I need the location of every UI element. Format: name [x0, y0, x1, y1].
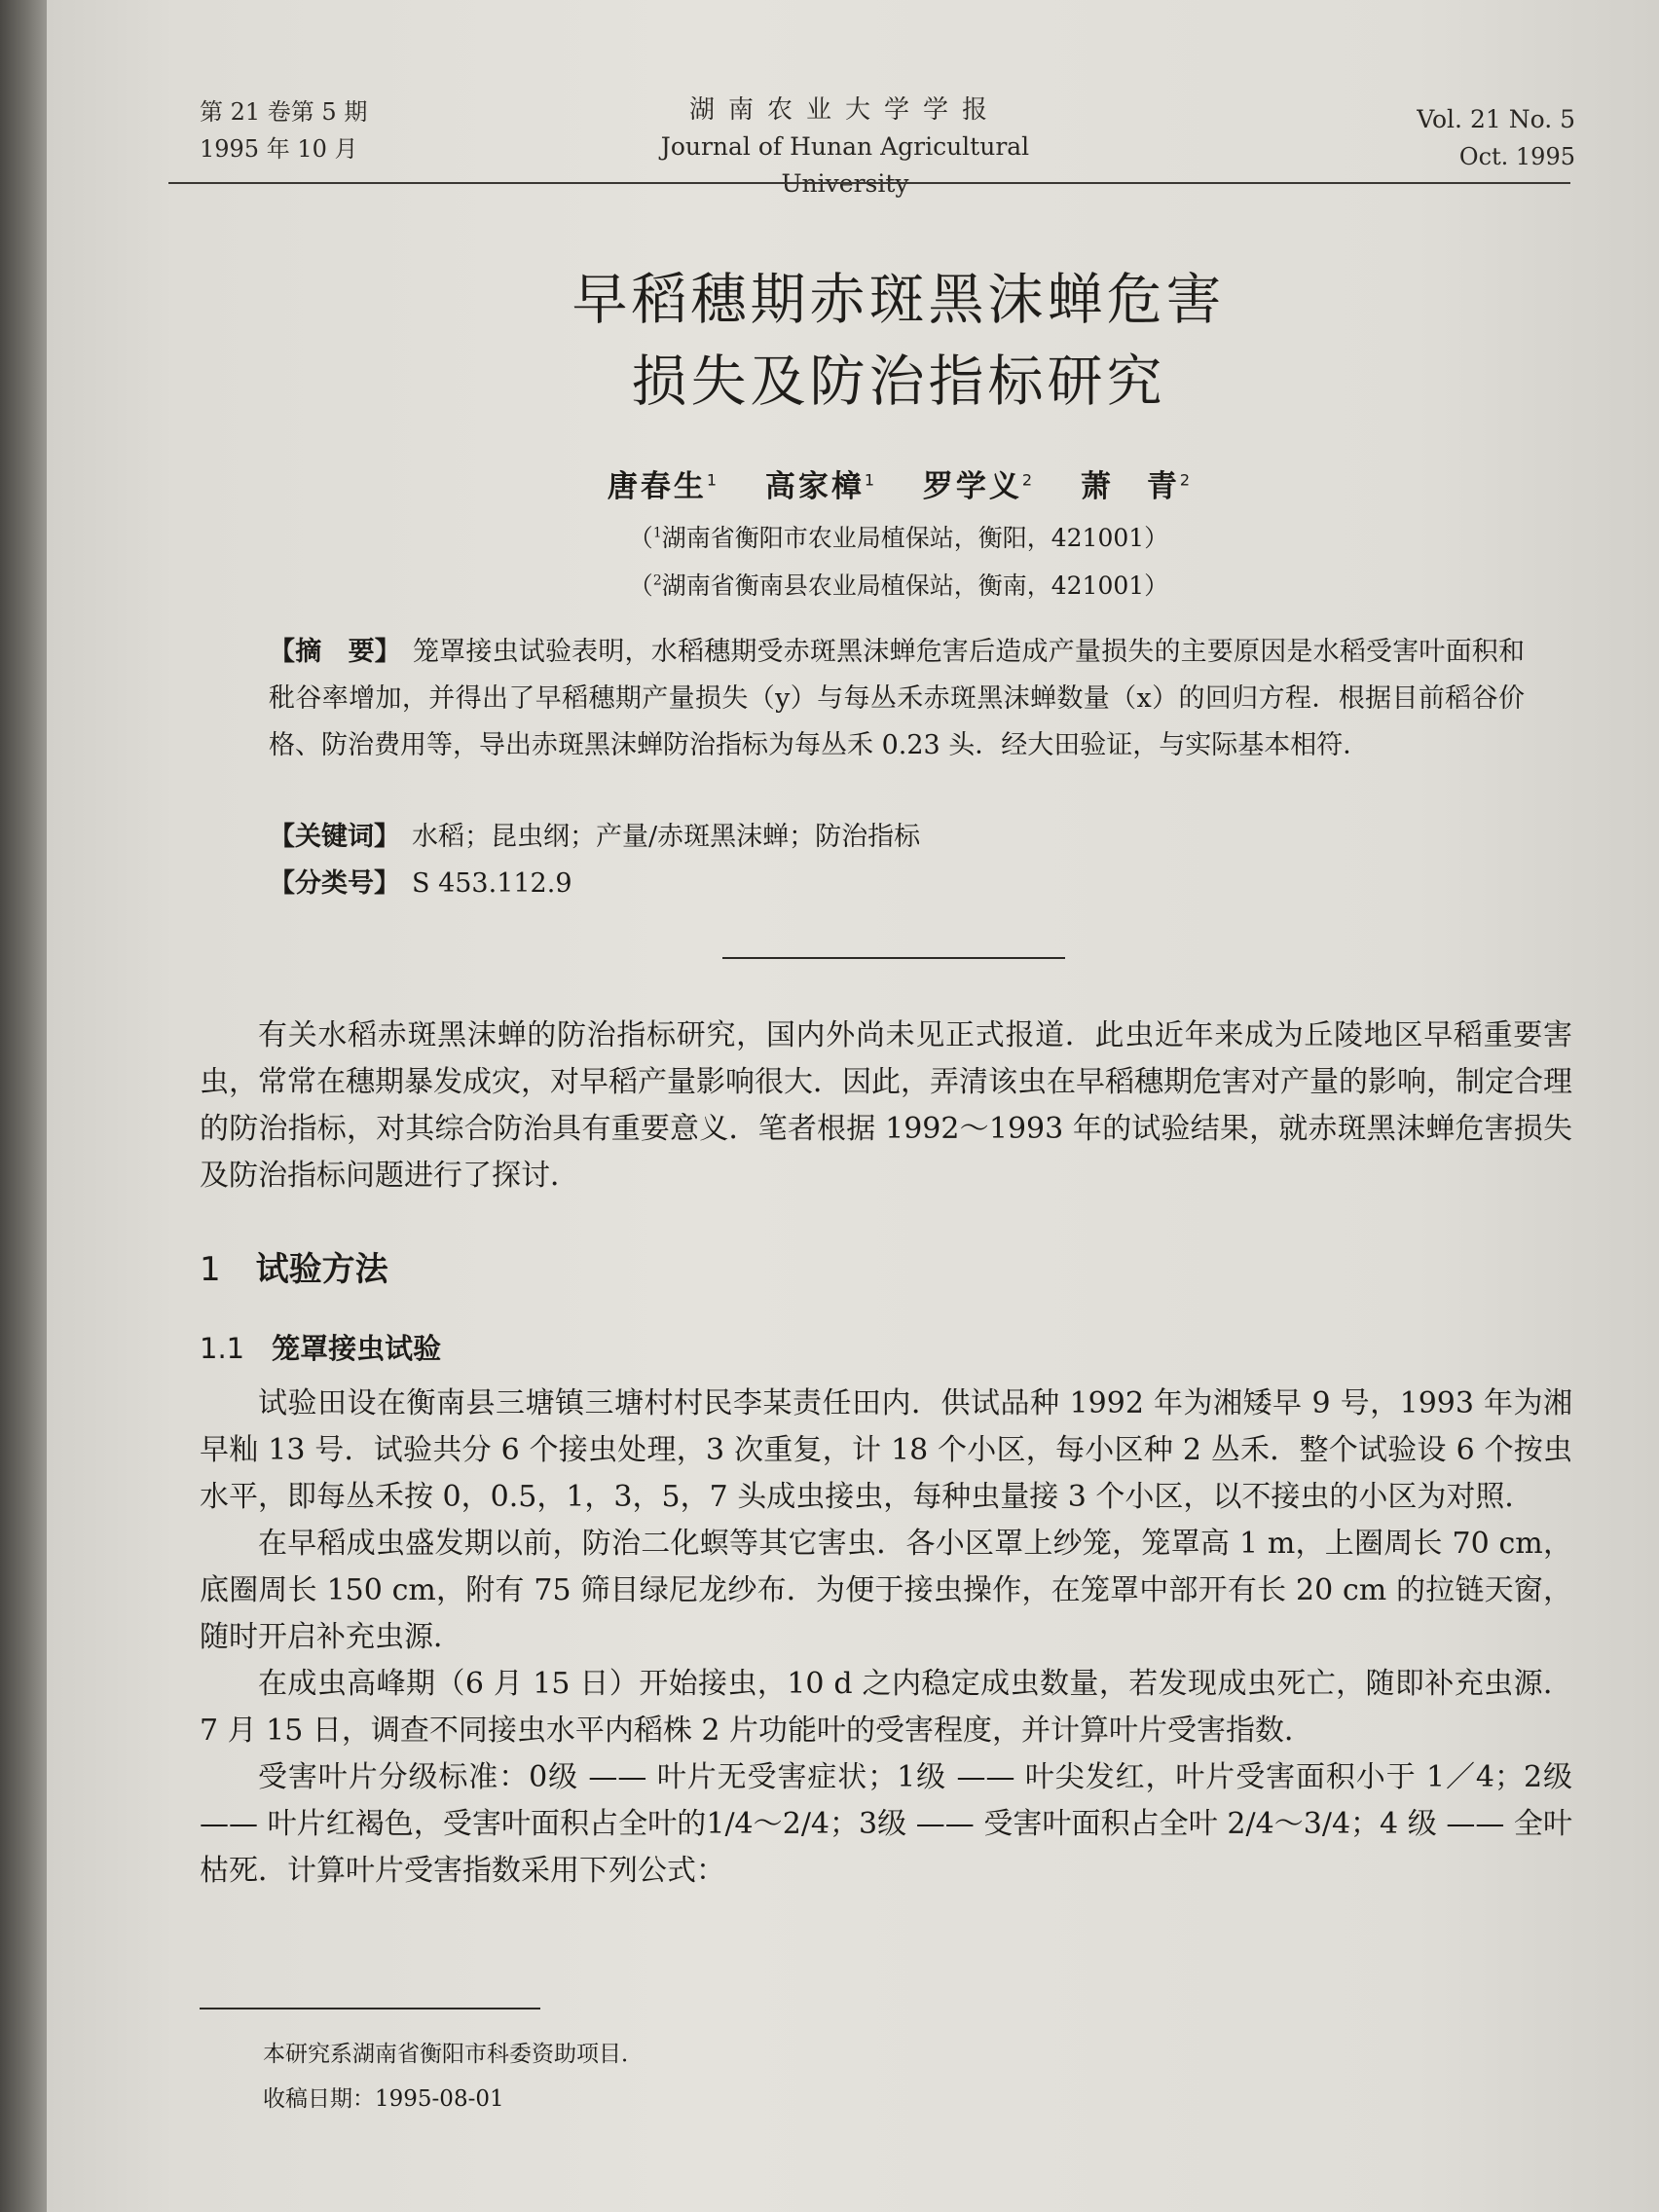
- article-title: [339, 259, 1458, 423]
- title-line-1: 早稻穗期赤斑黑沫蝉危害: [571, 268, 1226, 332]
- header-rule: [168, 182, 1570, 184]
- footnotes: [263, 2032, 644, 2121]
- subsection-number: 1.1: [200, 1332, 245, 1365]
- body-paragraph: 在早稻成虫盛发期以前，防治二化螟等其它害虫．各小区罩上纱笼，笼罩高 1 m，上圈周长 70 cm，底圈周长 150 cm，附有 75 筛目绿尼龙纱布．为便于接虫操作，在笼罩中部开有长 20 cm 的拉链天窗，随时开启补充虫源．: [200, 1527, 1572, 1654]
- introduction: [200, 1013, 1572, 1199]
- journal-name-cn: 湖南农业大学学报: [688, 95, 1001, 125]
- affiliation-2: （$^2$湖南省衡南县农业局植保站，衡南，421001）: [628, 571, 1169, 600]
- header-right: [1342, 101, 1575, 175]
- date-cn: 1995 年 10 月: [200, 135, 358, 163]
- author: 高家樟$^1$: [764, 469, 875, 504]
- journal-name-en: Journal of Hunan Agricultural University: [660, 132, 1030, 198]
- affiliation-1: （$^1$湖南省衡阳市农业局植保站，衡阳，421001）: [628, 524, 1169, 552]
- abstract: [269, 629, 1525, 769]
- separator-rule: [722, 957, 1065, 959]
- subsection-heading: [200, 1325, 441, 1372]
- volume-issue-cn: 第 21 卷第 5 期: [200, 98, 368, 126]
- volume-issue-en: Vol. 21 No. 5: [1417, 105, 1575, 133]
- section-number: 1: [200, 1250, 221, 1289]
- classification-number: [269, 861, 572, 907]
- keywords-text: 水稻；昆虫纲；产量/赤斑黑沫蝉；防治指标: [412, 822, 921, 852]
- body-paragraph: 受害叶片分级标准：0级 —— 叶片无受害症状；1级 —— 叶尖发红，叶片受害面积小于 1／4；2级 —— 叶片红褐色，受害叶面积占全叶的1/4～2/4；3级 —— 受害叶面积占全叶 2/4～3/4；4 级 —— 全叶枯死．计算叶片受害指数采用下列公式：: [200, 1760, 1572, 1888]
- title-line-2: 损失及防治指标研究: [631, 350, 1166, 414]
- author: 萧 青$^2$: [1080, 469, 1191, 504]
- body-paragraph: 在成虫高峰期（6 月 15 日）开始接虫，10 d 之内稳定成虫数量，若发现成虫死亡，随即补充虫源．7 月 15 日，调查不同接虫水平内稻株 2 片功能叶的受害程度，并计算叶片受害指数．: [200, 1667, 1572, 1748]
- journal-masthead: [611, 92, 1079, 203]
- book-binding-shadow: [0, 0, 47, 2212]
- keywords: [269, 814, 920, 861]
- abstract-text: 笼罩接虫试验表明，水稻穗期受赤斑黑沫蝉危害后造成产量损失的主要原因是水稻受害叶面积和秕谷率增加，并得出了早稻穗期产量损失（y）与每丛禾赤斑黑沫蝉数量（x）的回归方程．根据目前稻谷价格、防治费用等，导出赤斑黑沫蝉防治指标为每丛禾 0.23 头．经大田验证，与实际基本相符．: [269, 637, 1526, 760]
- abstract-label: 【摘 要】: [269, 637, 401, 667]
- body-paragraph: 试验田设在衡南县三塘镇三塘村村民李某责任田内．供试品种 1992 年为湘矮早 9 号，1993 年为湘早籼 13 号．试验共分 6 个接虫处理，3 次重复，计 18 个小区，每小区种 2 丛禾．整个试验设 6 个按虫水平，即每丛禾按 0，0.5，1，3，5，7 头成虫接虫，每种虫量接 3 个小区，以不接虫的小区为对照．: [200, 1386, 1572, 1514]
- footnote-rule: [200, 2008, 540, 2009]
- classification-label: 【分类号】: [269, 868, 400, 899]
- classification-text: S 453.112.9: [412, 868, 572, 899]
- author-list: [339, 461, 1458, 505]
- date-en: Oct. 1995: [1458, 143, 1575, 170]
- intro-paragraph: 有关水稻赤斑黑沫蝉的防治指标研究，国内外尚未见正式报道．此虫近年来成为丘陵地区早稻重要害虫，常常在穗期暴发成灾，对早稻产量影响很大．因此，弄清该虫在早稻穗期危害对产量的影响，制定合理的防治指标，对其综合防治具有重要意义．笔者根据 1992～1993 年的试验结果，就赤斑黑沫蝉危害损失及防治指标问题进行了探讨．: [200, 1018, 1572, 1193]
- author: 唐春生$^1$: [607, 469, 718, 504]
- funding-note: 本研究系湖南省衡阳市科委资助项目．: [263, 2042, 644, 2067]
- author: 罗学义$^2$: [922, 469, 1033, 504]
- section-heading: [200, 1246, 388, 1293]
- section-title: 试验方法: [255, 1250, 388, 1289]
- received-date: 收稿日期：1995-08-01: [263, 2086, 504, 2112]
- subsection-title: 笼罩接虫试验: [272, 1332, 442, 1365]
- header-left: [200, 93, 367, 167]
- section-body: [200, 1381, 1572, 1895]
- keywords-label: 【关键词】: [269, 822, 400, 852]
- journal-page: [47, 0, 1659, 2212]
